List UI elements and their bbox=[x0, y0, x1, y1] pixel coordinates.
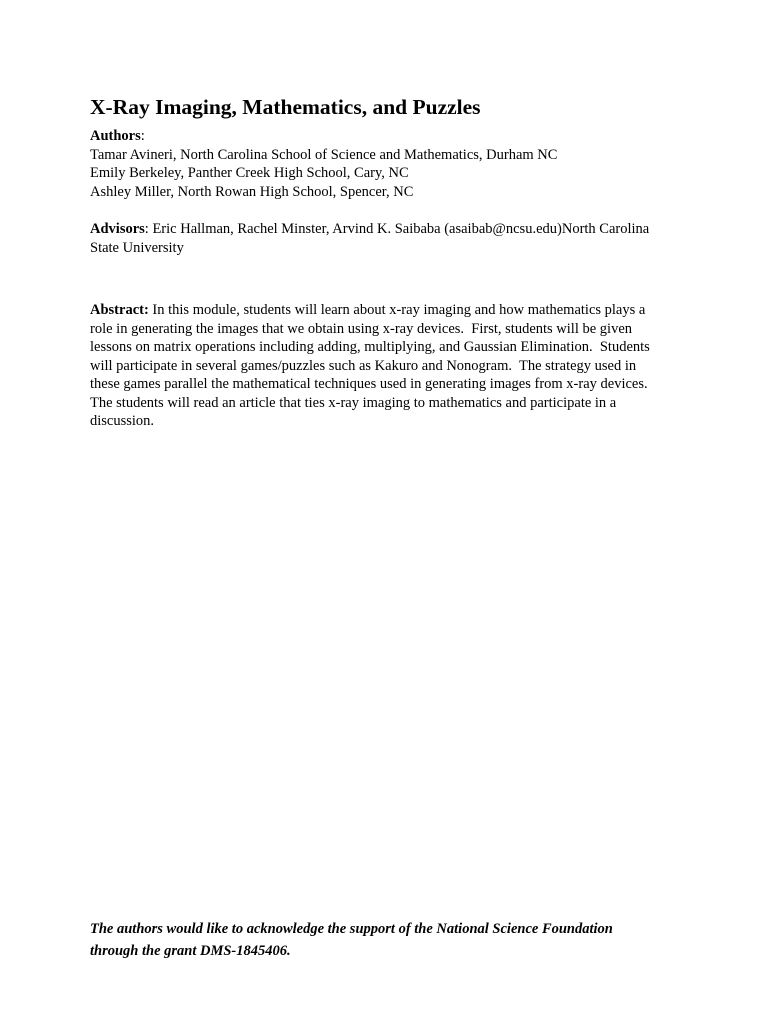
advisors-text-1: : Eric Hallman, Rachel Minster, Arvind K. Saibaba (asaibab@ncsu.edu)North Carolina bbox=[144, 221, 650, 237]
advisors-text-2: State University bbox=[90, 239, 184, 256]
authors-section bbox=[90, 127, 690, 201]
acknowledgement-line: The authors would like to acknowledge the support of the National Science Foundation bbox=[90, 921, 613, 937]
abstract-line bbox=[90, 301, 684, 320]
abstract-line: role in generating the images that we obtain using x-ray devices. First, students will be given bbox=[90, 320, 633, 337]
acknowledgement-line: through the grant DMS-1845406. bbox=[90, 942, 291, 959]
document-title: X-Ray Imaging, Mathematics, and Puzzles bbox=[90, 95, 481, 119]
authors-heading bbox=[90, 127, 690, 146]
author-entry: Ashley Miller, North Rowan High School, Spencer, NC bbox=[90, 183, 414, 200]
advisors-line-1 bbox=[90, 220, 682, 239]
abstract-text: In this module, students will learn about x-ray imaging and how mathematics plays a bbox=[148, 302, 646, 318]
abstract-section bbox=[90, 301, 684, 431]
author-entry: Emily Berkeley, Panther Creek High School, Cary, NC bbox=[90, 165, 409, 181]
advisors-section bbox=[90, 220, 682, 257]
abstract-line: will participate in several games/puzzles such as Kakuro and Nonogram. The strategy used in bbox=[90, 357, 637, 374]
abstract-line: these games parallel the mathematical techniques used in generating images from x-ray devices. bbox=[90, 376, 648, 392]
advisors-label: Advisors bbox=[90, 221, 145, 237]
abstract-line: discussion. bbox=[90, 413, 155, 429]
acknowledgement bbox=[90, 919, 690, 962]
authors-colon: : bbox=[140, 128, 145, 144]
authors-label: Authors bbox=[90, 128, 141, 144]
abstract-label: Abstract: bbox=[90, 302, 149, 318]
abstract-line: The students will read an article that ties x-ray imaging to mathematics and participate in a bbox=[90, 394, 617, 411]
author-entry: Tamar Avineri, North Carolina School of Science and Mathematics, Durham NC bbox=[90, 146, 558, 163]
abstract-line: lessons on matrix operations including adding, multiplying, and Gaussian Elimination. Students bbox=[90, 339, 650, 355]
